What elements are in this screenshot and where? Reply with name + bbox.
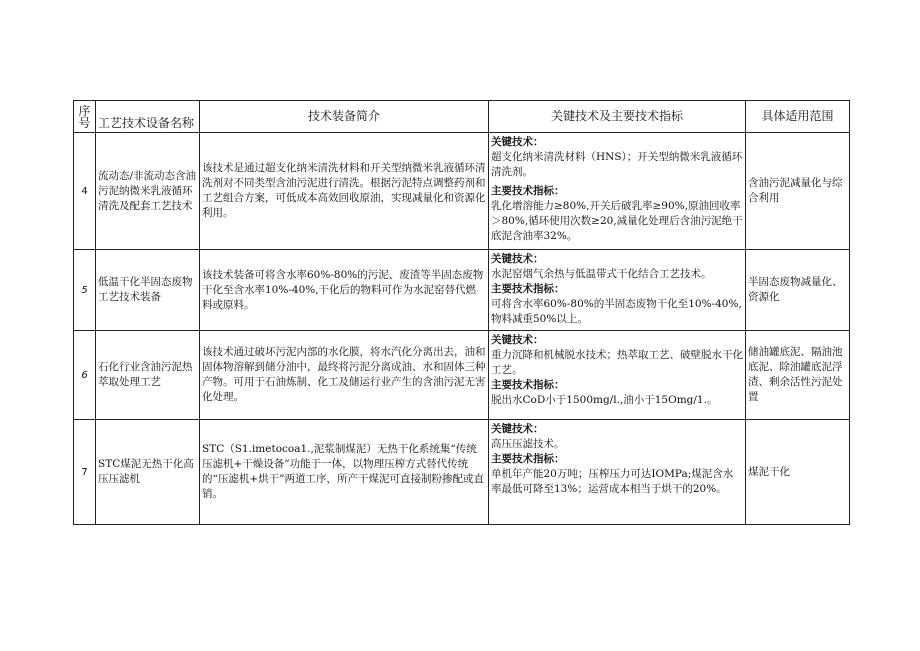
key-tech-label: 关键技术： bbox=[491, 253, 544, 265]
header-index: 序号 bbox=[74, 101, 96, 133]
header-key-tech: 关键技术及主要技术指标 bbox=[489, 101, 746, 133]
key-tech-text: 重力沉降和机械脱水技术；热萃取工艺、破壁脱水干化工艺。 bbox=[491, 349, 743, 376]
row-name: STC煤泥无热干化高压压滤机 bbox=[96, 420, 200, 525]
row-index: 6 bbox=[74, 331, 96, 420]
row-intro: 该技术装备可将含水率60%-80%的污泥、废渣等半固态废物干化至含水率10%-40%,干化后的物料可作为水泥窑替代燃料或原料。 bbox=[200, 250, 489, 331]
row-intro: 该技术通过破坏污泥内部的水化膜，将水汽化分离出去，油和固体物溶解到储分油中，最终将污泥分离成油、水和固体三种产物。可用于石油炼制、化工及储运行业产生的含油污泥无害化处理。 bbox=[200, 331, 489, 420]
table-row bbox=[74, 250, 850, 331]
indicator-label: 主要技术指标： bbox=[491, 453, 565, 465]
key-tech-label: 关键技术： bbox=[491, 423, 544, 435]
row-key-tech bbox=[489, 331, 746, 420]
row-index: 4 bbox=[74, 133, 96, 250]
row-scope: 储油罐底泥、隔油池底泥、除油罐底泥浮渣、剩余活性污泥处置 bbox=[746, 331, 850, 420]
indicator-text: 可将含水率60%-80%的半固态废物干化至10%-40%,物料减重50%以上。 bbox=[491, 298, 742, 325]
row-scope: 煤泥干化 bbox=[746, 420, 850, 525]
key-tech-label: 关键技术： bbox=[491, 334, 544, 346]
table-header-row bbox=[74, 101, 850, 133]
header-scope: 具体适用范围 bbox=[746, 101, 850, 133]
key-tech-text: 高压压滤技术。 bbox=[491, 438, 565, 450]
row-intro: STC（S1.imetocoa1.,泥浆制煤泥）无热干化系统集“传统压滤机+干燥设备”功能于一体，以物理压榨方式替代传统的“压滤机+烘干”两道工序，所产干煤泥可直接制粉掺配或直销。 bbox=[200, 420, 489, 525]
indicator-label: 主要技术指标： bbox=[491, 283, 565, 295]
indicator-text: 乳化增溶能力≥80%,开关后破乳率≥90%,原油回收率＞80%,循环使用次数≥20,减量化处理后含油污泥绝干底泥含油率32%。 bbox=[491, 200, 743, 242]
row-key-tech bbox=[489, 420, 746, 525]
row-intro: 该技术是通过超支化纳米清洗材料和开关型纳微米乳液循环清洗剂对不同类型含油污泥进行清洗。根据污泥特点调整药剂和工艺组合方案，可低成本高效回收原油，实现减量化和资源化利用。 bbox=[200, 133, 489, 250]
indicator-text: 单机年产能20万吨；压榨压力可达IOMPa;煤泥含水率最低可降至13%；运营成本相当于烘干的20%。 bbox=[491, 468, 734, 495]
row-index: 7 bbox=[74, 420, 96, 525]
row-name: 石化行业含油污泥热萃取处理工艺 bbox=[96, 331, 200, 420]
key-tech-text: 超支化纳米清洗材料（HNS）；开关型纳微米乳液循环清洗剂。 bbox=[491, 151, 743, 178]
row-index: 5 bbox=[74, 250, 96, 331]
table-row bbox=[74, 331, 850, 420]
row-name: 流动态/非流动态含油污泥纳微米乳液循环清洗及配套工艺技术 bbox=[96, 133, 200, 250]
key-tech-text: 水泥窑烟气余热与低温带式干化结合工艺技术。 bbox=[491, 268, 712, 280]
key-tech-label: 关键技术： bbox=[491, 136, 544, 148]
table-row bbox=[74, 133, 850, 250]
indicator-label: 主要技术指标： bbox=[491, 379, 565, 391]
row-scope: 含油污泥减量化与综合利用 bbox=[746, 133, 850, 250]
row-scope: 半固态废物减量化、资源化 bbox=[746, 250, 850, 331]
table-row bbox=[74, 420, 850, 525]
technology-table bbox=[73, 100, 850, 525]
indicator-text: 脱出水CoD小于1500mg/l.,油小于15Omg/1.。 bbox=[491, 394, 718, 406]
row-key-tech bbox=[489, 250, 746, 331]
row-name: 低温干化半固态废物工艺技术装备 bbox=[96, 250, 200, 331]
indicator-label: 主要技术指标： bbox=[491, 185, 565, 197]
header-name: 工艺技术设备名称 bbox=[96, 101, 200, 133]
row-key-tech bbox=[489, 133, 746, 250]
header-intro: 技术装备简介 bbox=[200, 101, 489, 133]
